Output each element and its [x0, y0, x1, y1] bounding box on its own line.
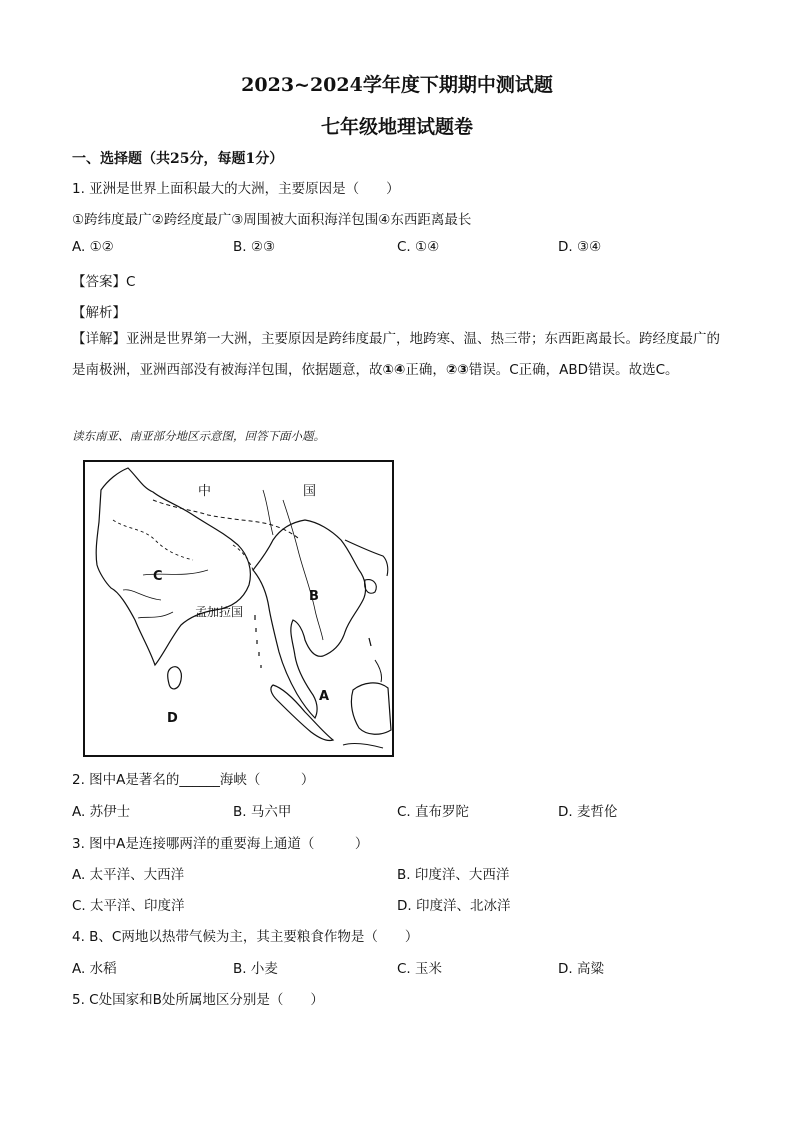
map-label-bangladesh: 孟加拉国 — [195, 605, 244, 619]
q1-option-b[interactable]: B. ②③ — [233, 239, 276, 255]
q4-option-b[interactable]: B. 小麦 — [233, 961, 278, 977]
detail-bold-2: ②③ — [445, 362, 469, 378]
map-label-d: D — [167, 711, 178, 726]
q3-stem: 3. 图中A是连接哪两洋的重要海上通道（ ） — [72, 836, 369, 852]
q3-option-d[interactable]: D. 印度洋、北冰洋 — [397, 898, 511, 914]
map-label-b: B — [309, 589, 319, 604]
q1-option-c[interactable]: C. ①④ — [397, 239, 440, 255]
q2-option-d[interactable]: D. 麦哲伦 — [558, 804, 618, 820]
q1-answer — [72, 270, 135, 290]
q1-analysis-tag: 【解析】 — [72, 305, 126, 321]
q1-option-a[interactable]: A. ①② — [72, 239, 114, 255]
answer-tag: 【答案】 — [72, 274, 126, 290]
q3-option-a[interactable]: A. 太平洋、大西洋 — [72, 867, 185, 883]
exam-subtitle: 七年级地理试题卷 — [320, 116, 473, 138]
answer-value: C — [126, 274, 136, 290]
map-label-china-right: 国 — [303, 484, 317, 499]
detail-bold-1: ①④ — [382, 362, 406, 378]
q1-option-d[interactable]: D. ③④ — [558, 239, 602, 255]
q1-stem: 1. 亚洲是世界上面积最大的大洲，主要原因是（ ） — [72, 181, 400, 197]
detail-text: 亚洲是世界第一大洲，主要原因是跨纬度最广，地跨寒、温、热三带；东西距离最长。跨经度最广的是南极洲，亚洲西部没有被海洋包围，依据题意，故 — [72, 331, 720, 378]
q4-option-a[interactable]: A. 水稻 — [72, 961, 117, 977]
q2-option-c[interactable]: C. 直布罗陀 — [397, 804, 470, 820]
sea-map — [83, 460, 394, 757]
q1-detail — [72, 324, 722, 386]
q4-option-d[interactable]: D. 高粱 — [558, 961, 604, 977]
q2-option-a[interactable]: A. 苏伊士 — [72, 804, 131, 820]
q5-stem: 5. C处国家和B处所属地区分别是（ ） — [72, 992, 324, 1008]
detail-mid: 正确， — [405, 362, 446, 378]
map-label-a: A — [319, 689, 330, 704]
detail-tag: 【详解】 — [72, 331, 126, 347]
detail-end: 错误。C正确，ABD错误。故选C。 — [468, 362, 679, 378]
q4-option-c[interactable]: C. 玉米 — [397, 961, 443, 977]
q1-statements: ①跨纬度最广②跨经度最广③周围被大面积海洋包围④东西距离最长 — [72, 212, 472, 228]
exam-title: 2023~2024学年度下期期中测试题 — [241, 74, 553, 96]
map-intro: 读东南亚、南亚部分地区示意图，回答下面小题。 — [72, 429, 325, 443]
section-heading: 一、选择题（共25分，每题1分） — [72, 151, 284, 167]
q4-stem: 4. B、C两地以热带气候为主，其主要粮食作物是（ ） — [72, 929, 419, 945]
q3-option-c[interactable]: C. 太平洋、印度洋 — [72, 898, 185, 914]
q3-option-b[interactable]: B. 印度洋、大西洋 — [397, 867, 510, 883]
map-label-china-left: 中 — [198, 484, 212, 499]
q2-stem: 2. 图中A是著名的______海峡（ ） — [72, 772, 315, 788]
map-label-c: C — [153, 569, 163, 584]
q2-option-b[interactable]: B. 马六甲 — [233, 804, 292, 820]
